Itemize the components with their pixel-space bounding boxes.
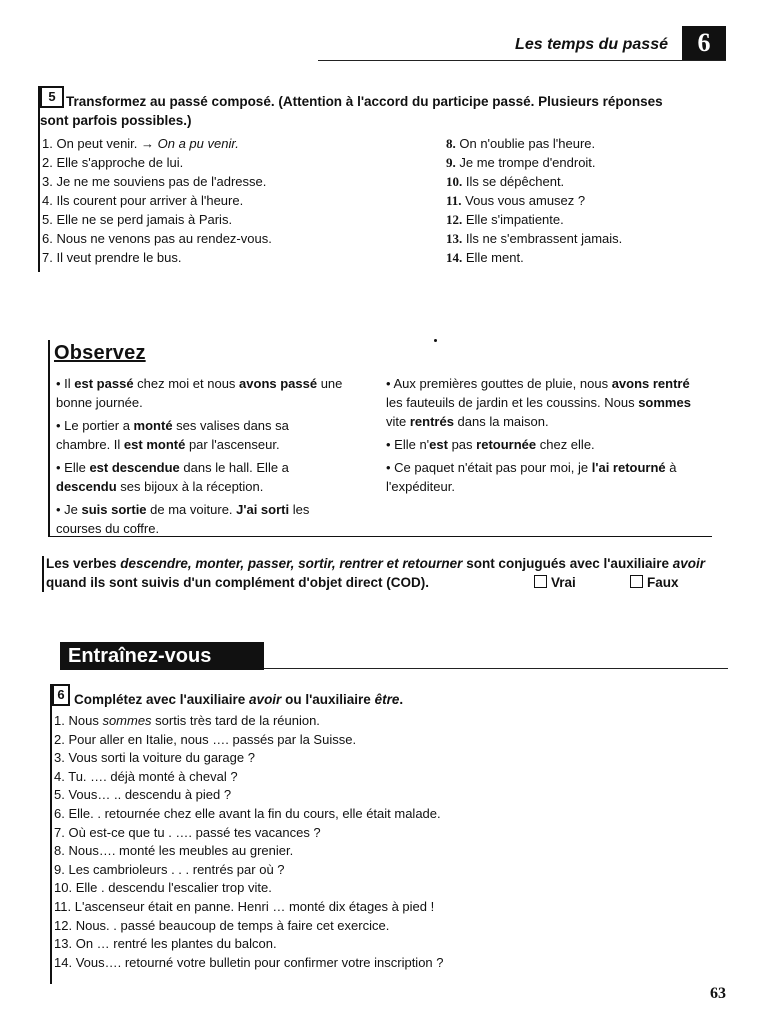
list-item: 6. Nous ne venons pas au rendez-vous. [42,231,272,246]
list-item: 12. Nous. . passé beaucoup de temps à faire cet exercice. [54,917,390,933]
exercise-5-list-left [42,134,272,267]
list-item: 10. Elle . descendu l'escalier trop vite. [54,880,272,896]
list-item: 12. Elle s'impatiente. [446,212,564,227]
rule-bracket [42,556,44,592]
stray-dot [434,339,437,342]
list-item: 14. Vous…. retourné votre bulletin pour confirmer votre inscription ? [54,954,444,970]
rule-statement-line2: quand ils sont suivis d'un complément d'objet direct (COD). [46,575,429,590]
list-item: 2. Elle s'approche de lui. [42,155,184,170]
header-rule [318,60,726,61]
entrainez-title: Entraînez-vous [60,642,264,670]
chapter-number: 6 [682,26,726,60]
observez-examples-left [56,374,346,542]
list-item: 10. Ils se dépêchent. [446,174,565,189]
list-item: 5. Vous… .. descendu à pied ? [54,787,232,803]
example: • Aux premières gouttes de pluie, nous avons rentré les fauteuils de jardin et les coussins. Nous sommes vite rentrés dans la maison. [386,376,691,429]
list-item: 1. On peut venir. → On a pu venir. [42,136,239,151]
page-number: 63 [710,985,726,1002]
exercise-5-list-right [446,134,622,267]
exercise-5-number: 5 [40,86,64,108]
entrainez-rule [264,668,728,669]
list-item: 13. On … rentré les plantes du balcon. [54,936,277,952]
list-item: 11. L'ascenseur était en panne. Henri … monté dix étages à pied ! [54,898,435,914]
exercise-6-bracket [50,684,52,984]
list-item: 11. Vous vous amusez ? [446,193,586,208]
list-item: 14. Elle ment. [446,250,524,265]
exercise-6-list [54,712,444,972]
list-item: 6. Elle. . retournée chez elle avant la fin du cours, elle était malade. [54,805,441,821]
list-item: 9. Je me trompe d'endroit. [446,155,596,170]
list-item: 4. Ils courent pour arriver à l'heure. [42,193,244,208]
list-item: 13. Ils ne s'embrassent jamais. [446,231,623,246]
list-item: 7. Où est-ce que tu . …. passé tes vacances ? [54,824,321,840]
running-header: Les temps du passé [515,36,668,53]
list-item: 2. Pour aller en Italie, nous …. passés par la Suisse. [54,731,357,747]
exercise-6-number: 6 [52,684,70,706]
example: • Je suis sortie de ma voiture. J'ai sorti les courses du coffre. [56,502,310,536]
vrai-option[interactable]: Vrai [534,573,576,592]
faux-option[interactable]: Faux [630,573,679,592]
list-item: 7. Il veut prendre le bus. [42,250,182,265]
list-item: 3. Vous sorti la voiture du garage ? [54,750,255,766]
exercise-5-instruction: Transformez au passé composé. (Attention à l'accord du participe passé. Plusieurs réponses [66,94,663,109]
list-item: 9. Les cambrioleurs . . . rentrés par où ? [54,861,285,877]
exercise-5-instruction-cont: sont parfois possibles.) [40,113,192,128]
example: • Il est passé chez moi et nous avons passé une bonne journée. [56,376,343,410]
list-item: 8. Nous…. monté les meubles au grenier. [54,843,294,859]
list-item: 1. Nous sommes sortis très tard de la réunion. [54,713,320,728]
example: • Ce paquet n'était pas pour moi, je l'ai retourné à l'expéditeur. [386,460,677,494]
example: • Elle est descendue dans le hall. Elle a descendu ses bijoux à la réception. [56,460,289,494]
example: • Le portier a monté ses valises dans sa chambre. Il est monté par l'ascenseur. [56,418,289,452]
list-item: 4. Tu. …. déjà monté à cheval ? [54,768,238,784]
rule-statement-line1: Les verbes descendre, monter, passer, sortir, rentrer et retourner sont conjugués avec l'auxiliaire avoir [46,556,706,571]
observez-frame-left [48,340,50,536]
list-item: 5. Elle ne se perd jamais à Paris. [42,212,233,227]
observez-title: Observez [54,342,146,364]
list-item: 8. On n'oublie pas l'heure. [446,136,596,151]
list-item: 3. Je ne me souviens pas de l'adresse. [42,174,267,189]
exercise-5-bracket [38,86,40,272]
example: • Elle n'est pas retournée chez elle. [386,437,595,452]
faux-checkbox[interactable] [630,575,643,588]
exercise-6-instruction: Complétez avec l'auxiliaire avoir ou l'auxiliaire être. [74,692,404,707]
vrai-checkbox[interactable] [534,575,547,588]
observez-examples-right [386,374,706,500]
